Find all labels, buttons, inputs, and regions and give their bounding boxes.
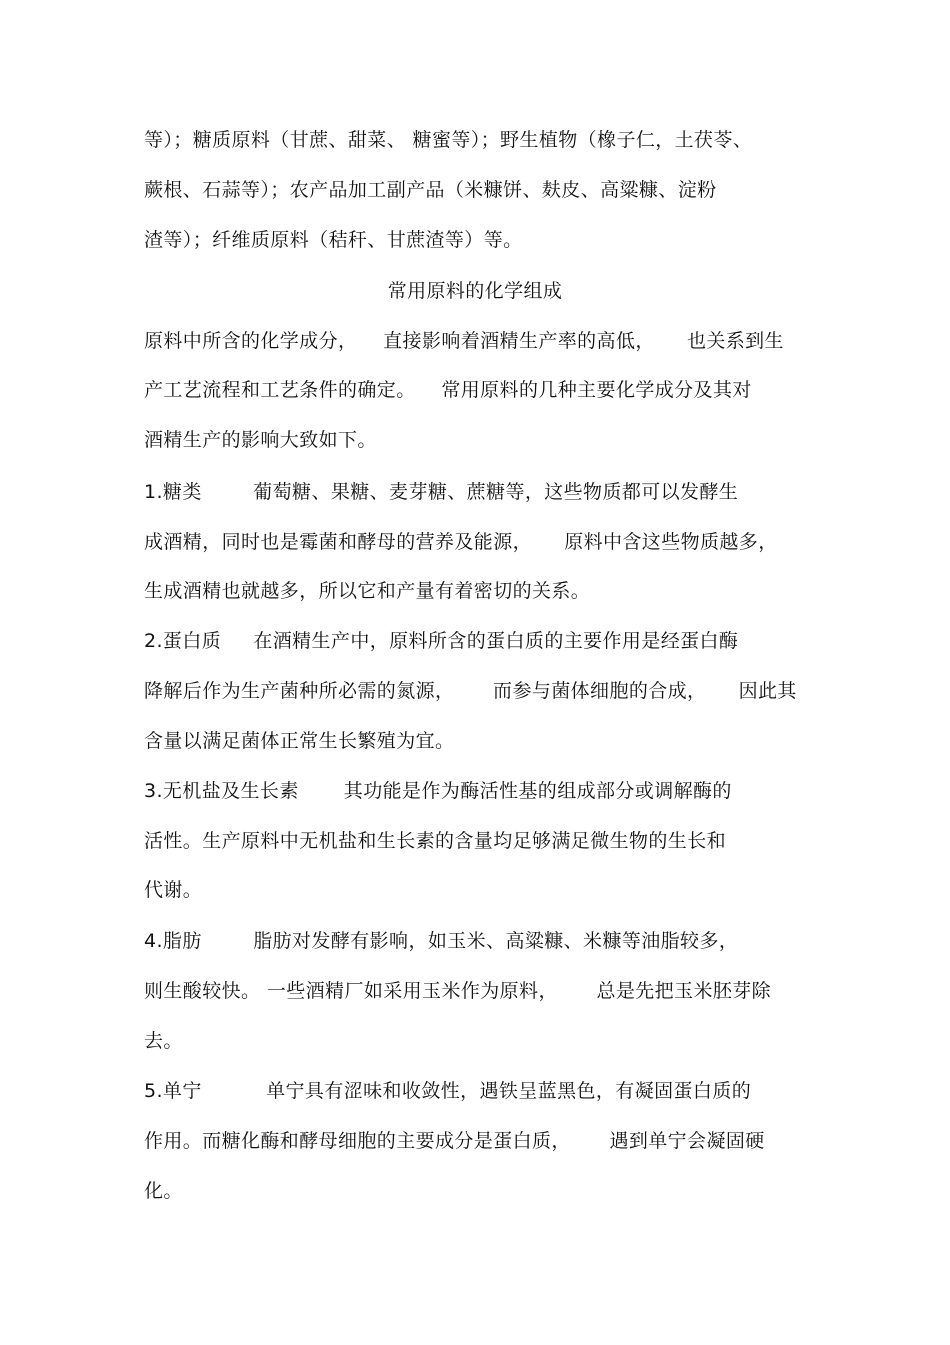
section-title: 常用原料的化学组成 bbox=[387, 280, 563, 302]
text-line: 3.无机盐及生长素 其功能是作为酶活性基的组成部分或调解酶的 bbox=[144, 780, 732, 802]
text-line: 1.糖类 葡萄糖、果糖、麦芽糖、蔗糖等，这些物质都可以发酵生 bbox=[144, 481, 739, 503]
text-line: 4.脂肪 脂肪对发酵有影响，如玉米、高粱糠、米糠等油脂较多， bbox=[144, 930, 739, 952]
text-line: 代谢。 bbox=[144, 879, 203, 901]
text-line: 5.单宁 单宁具有涩味和收敛性，遇铁呈蓝黑色，有凝固蛋白质的 bbox=[144, 1080, 752, 1102]
text-line: 活性。生产原料中无机盐和生长素的含量均足够满足微生物的生长和 bbox=[144, 830, 727, 852]
text-line: 2.蛋白质 在酒精生产中，原料所含的蛋白质的主要作用是经蛋白酶 bbox=[144, 630, 739, 652]
text-line: 化。 bbox=[144, 1180, 183, 1202]
text-line: 降解后作为生产菌种所必需的氮源， 而参与菌体细胞的合成， 因此其 bbox=[144, 680, 797, 702]
text-line: 渣等）；纤维质原料（秸秆、甘蔗渣等）等。 bbox=[144, 229, 523, 251]
text-line: 去。 bbox=[144, 1030, 183, 1052]
text-line: 原料中所含的化学成分， 直接影响着酒精生产率的高低， 也关系到生 bbox=[144, 330, 784, 352]
text-line: 作用。而糖化酶和酵母细胞的主要成分是蛋白质， 遇到单宁会凝固硬 bbox=[144, 1130, 765, 1152]
text-line: 生成酒精也就越多，所以它和产量有着密切的关系。 bbox=[144, 580, 591, 602]
text-line: 成酒精，同时也是霉菌和酵母的营养及能源， 原料中含这些物质越多， bbox=[144, 531, 778, 553]
text-line: 则生酸较快。 一些酒精厂如采用玉米作为原料， 总是先把玉米胚芽除 bbox=[144, 980, 772, 1002]
text-line: 含量以满足菌体正常生长繁殖为宜。 bbox=[144, 730, 455, 752]
text-line: 酒精生产的影响大致如下。 bbox=[144, 429, 377, 451]
text-line: 产工艺流程和工艺条件的确定。 常用原料的几种主要化学成分及其对 bbox=[144, 379, 752, 401]
text-line: 等）；糖质原料（甘蔗、甜菜、 糖蜜等）；野生植物（橡子仁，土茯苓、 bbox=[144, 129, 753, 151]
text-line: 蕨根、石蒜等）；农产品加工副产品（米糠饼、麸皮、高粱糠、淀粉 bbox=[144, 179, 717, 201]
